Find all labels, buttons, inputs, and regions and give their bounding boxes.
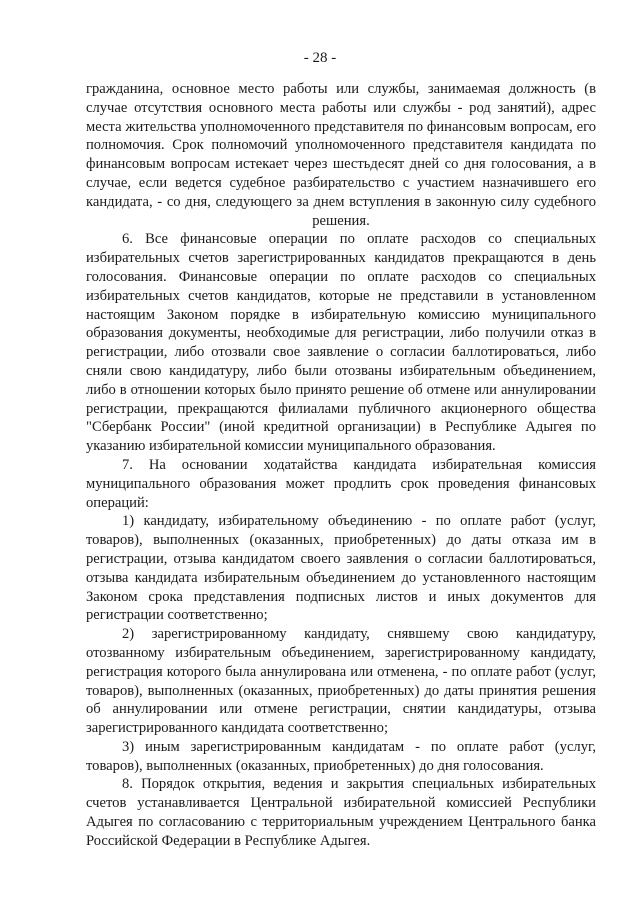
paragraph-item-8: 8. Порядок открытия, ведения и закрытия специальных избирательных счетов устанавливается Центральной избирательной комиссией Республики Адыгея по согласованию с территориальным учреждением Центрального банка Российской Федерации в Республике Адыгея. bbox=[86, 776, 596, 849]
page-number: - 28 - bbox=[303, 50, 337, 66]
paragraph-subitem-1: 1) кандидату, избирательному объединению - по оплате работ (услуг, товаров), выполненных (оказанных, приобретенных) до даты отказа им в регистрации, отзыва кандидатом своего заявления о согласии баллотироваться, отзыва кандидата избирательным объединением до установленного настоящим Законом срока представления подписных листов и иных документов для регистрации соответственно; bbox=[86, 513, 596, 624]
paragraph-subitem-3: 3) иным зарегистрированным кандидатам - по оплате работ (услуг, товаров), выполненных (оказанных, приобретенных) до дня голосования. bbox=[86, 738, 596, 774]
paragraph-continuation: гражданина, основное место работы или службы, занимаемая должность (в случае отсутствия основного места работы или службы - род занятий), адрес места жительства уполномоченного представителя по финансовым вопросам, его полномочия. Срок полномочий уполномоченного представителя кандидата по финансовым вопросам истекает через шестьдесят дней со дня голосования, а в случае, если ведется судебное разбирательство с участием назначившего его кандидата, - со дня, следующего за днем вступления в законную силу судебного решения. bbox=[86, 81, 596, 229]
document-body bbox=[86, 80, 596, 851]
paragraph-subitem-2: 2) зарегистрированному кандидату, снявшему свою кандидатуру, отозванному избирательным объединением, зарегистрированному кандидату, регистрация которого была аннулирована или отменена, - по оплате работ (услуг, товаров), выполненных (оказанных, приобретенных) до даты принятия решения об аннулировании или отмене регистрации, снятии кандидатуры, отзыва зарегистрированного кандидата соответственно; bbox=[86, 626, 596, 737]
paragraph-item-7: 7. На основании ходатайства кандидата избирательная комиссия муниципального образования может продлить срок проведения финансовых операций: bbox=[86, 456, 596, 511]
paragraph-item-6: 6. Все финансовые операции по оплате расходов со специальных избирательных счетов зарегистрированных кандидатов прекращаются в день голосования. Финансовые операции по оплате расходов со специальных избирательных счетов кандидатов, которые не представили в установленном настоящим Законом порядке в избирательную комиссию муниципального образования документы, необходимые для регистрации, либо получили отказ в регистрации, либо отозвали свое заявление о согласии баллотироваться, либо сняли свою кандидатуру, либо были отозваны избирательным объединением, либо в отношении которых было принято решение об отмене или аннулировании регистрации, прекращаются филиалами публичного акционерного общества "Сбербанк России" (иной кредитной организации) в Республике Адыгея по указанию избирательной комиссии муниципального образования. bbox=[86, 231, 596, 455]
